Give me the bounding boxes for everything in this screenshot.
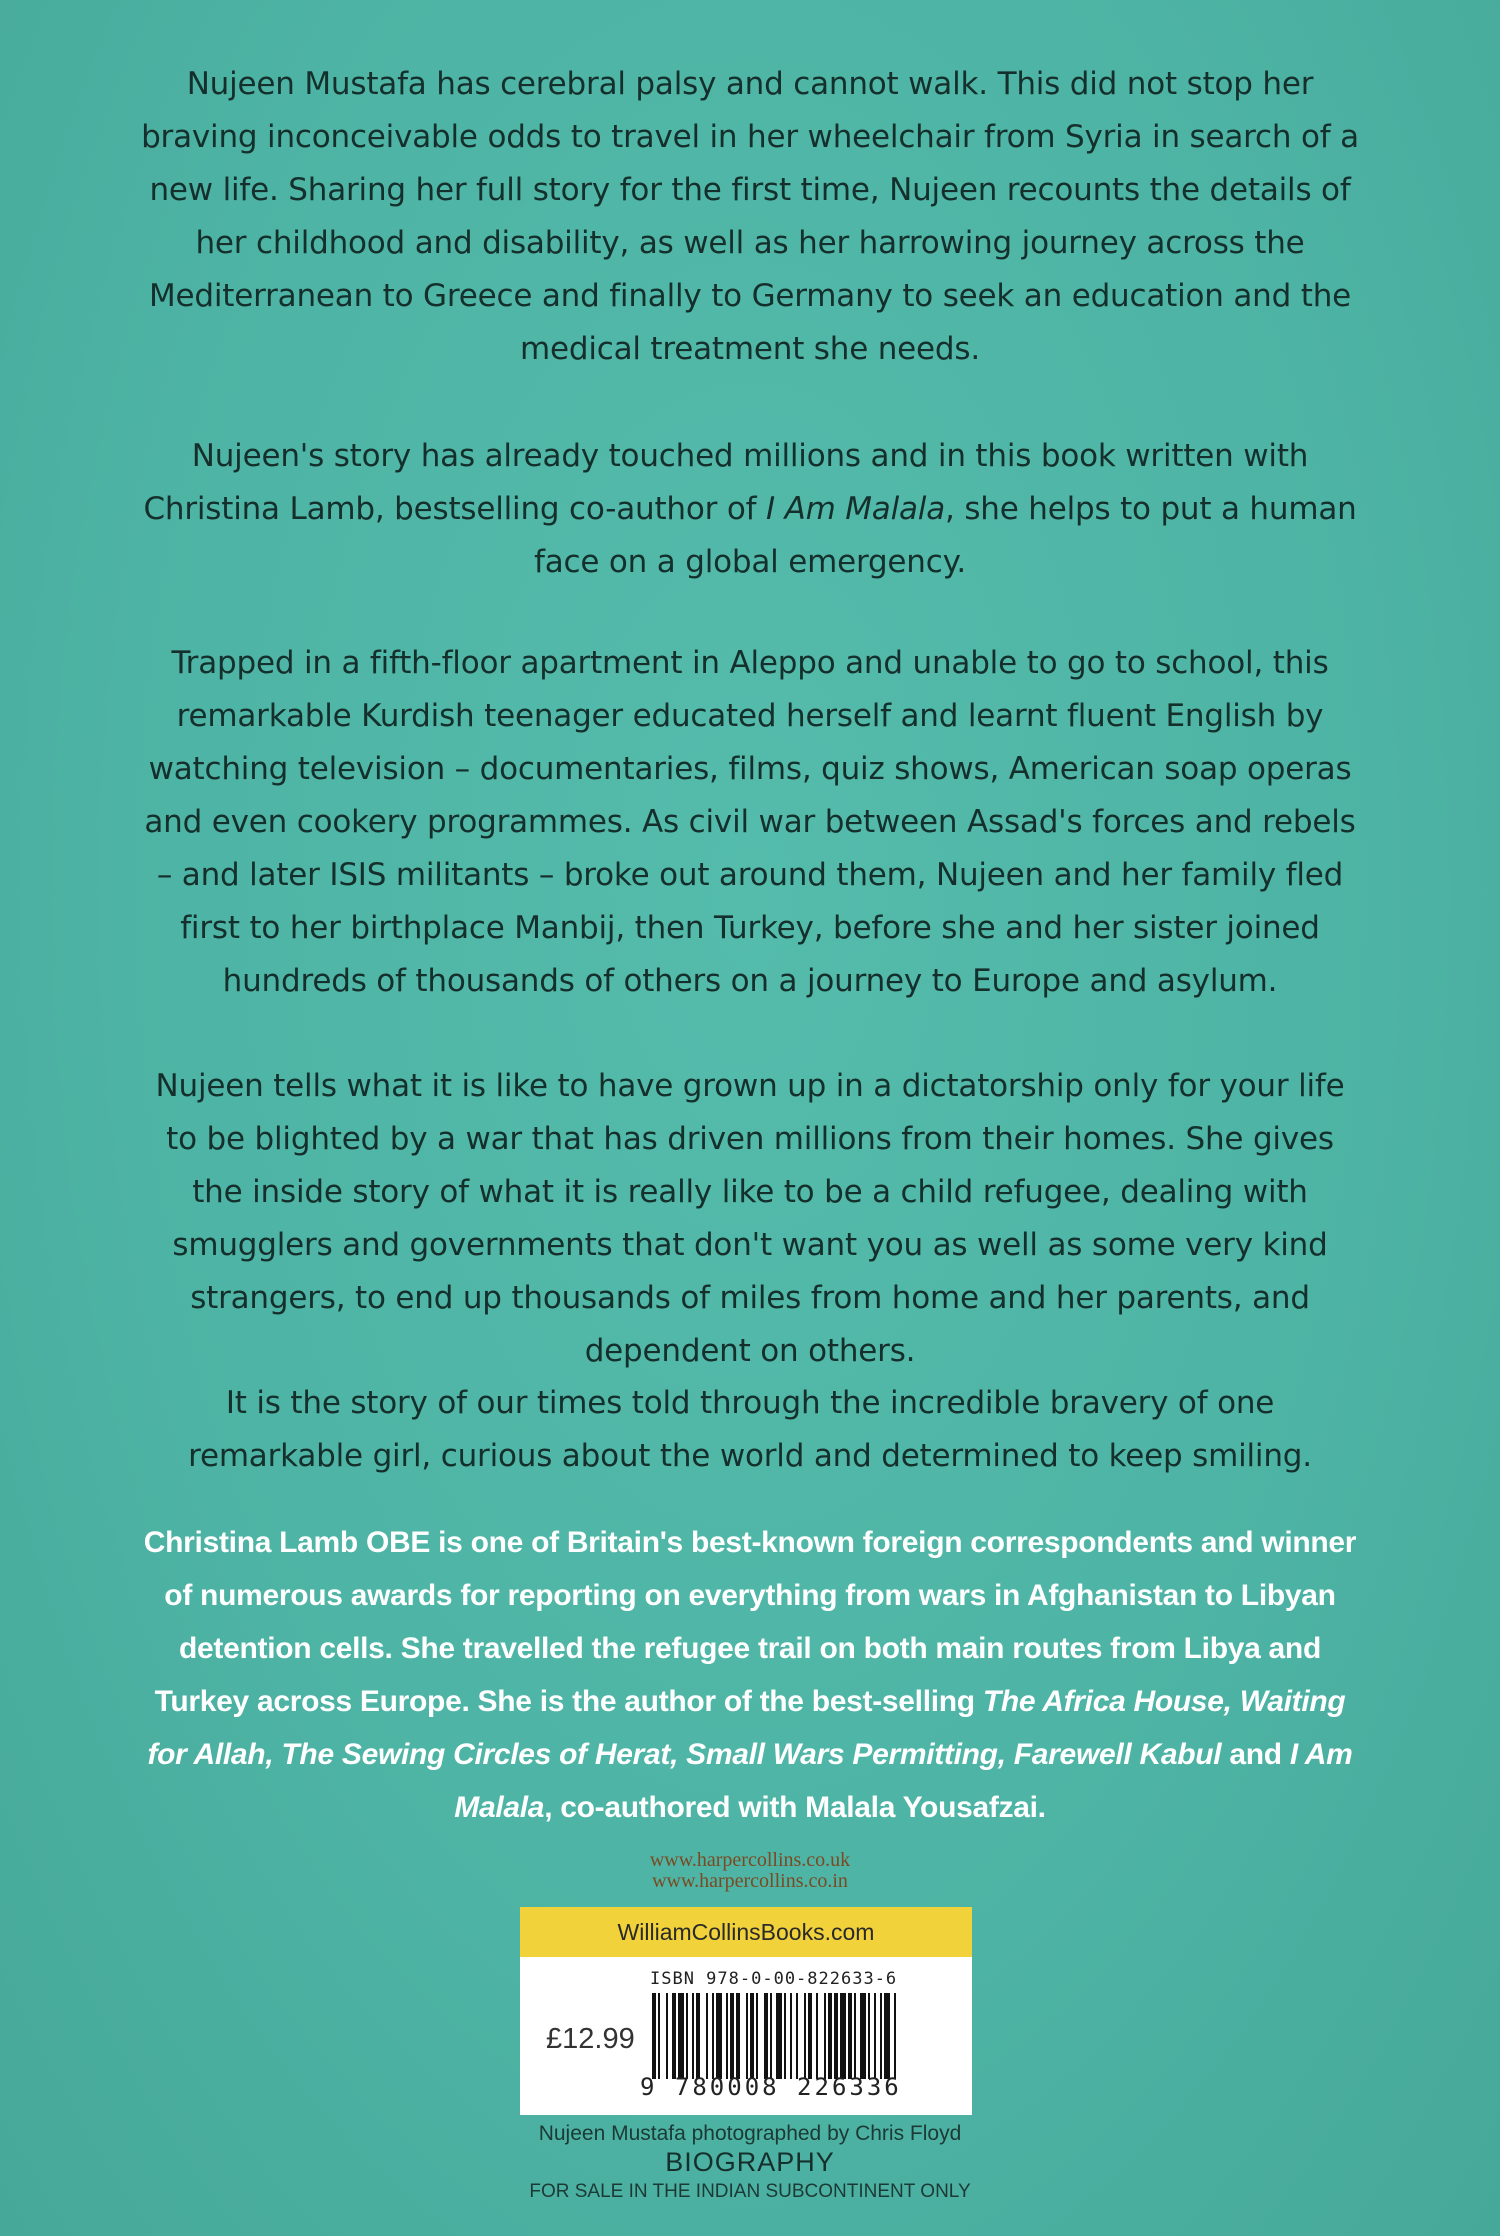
author-bio-tail: , co-authored with Malala Yousafzai. — [544, 1791, 1046, 1824]
barcode-stripe — [686, 1993, 688, 2079]
isbn-label: ISBN 978-0-00-822633-6 — [650, 1969, 898, 1989]
barcode-stripe — [804, 1993, 806, 2079]
barcode-stripe — [854, 1993, 856, 2079]
barcode-stripe — [716, 1993, 722, 2079]
blurb-paragraph-4: Nujeen tells what it is like to have grown up in a dictatorship only for your life to be blighted by a war that has driven millions from their homes. She gives the inside story of what it is really like to be a child refugee, dealing with smugglers and governments that don't want you as well as some very kind strangers, to end up thousands of miles from home and her parents, and dependent on others. — [155, 1068, 1345, 1369]
author-book-list: The Africa House, Waiting for Allah, The Sewing Circles of Herat, Small Wars Permitting, Farewell Kabul — [147, 1685, 1346, 1771]
barcode-stripe — [764, 1993, 768, 2079]
barcode-stripe — [848, 1993, 852, 2079]
barcode-stripe — [874, 1993, 876, 2079]
barcode-panel — [520, 1907, 972, 2115]
website-strip[interactable]: WilliamCollinsBooks.com — [520, 1907, 972, 1957]
barcode-stripe — [770, 1993, 772, 2079]
barcode-stripe — [796, 1993, 798, 2079]
barcode-stripe — [712, 1993, 714, 2079]
barcode-stripe — [730, 1993, 734, 2079]
author-bio-and: and — [1221, 1738, 1290, 1771]
barcode-stripe — [784, 1993, 786, 2079]
barcode-stripe — [808, 1993, 812, 2079]
barcode-stripe — [750, 1993, 754, 2079]
author-book-i-am-malala: I Am Malala — [454, 1738, 1353, 1824]
barcode-stripe — [746, 1993, 748, 2079]
author-bio — [140, 1516, 1360, 1834]
barcode-stripe — [658, 1993, 660, 2079]
barcode-stripe — [692, 1993, 694, 2079]
barcode-stripe — [840, 1993, 846, 2079]
barcode-stripe — [776, 1993, 782, 2079]
blurb-paragraph-5: It is the story of our times told through the incredible bravery of one remarkable girl, curious about the world and determined to keep smiling. — [188, 1385, 1312, 1474]
barcode-stripe — [696, 1993, 700, 2079]
barcode-stripe — [666, 1993, 668, 2079]
barcode-stripe — [834, 1993, 838, 2079]
price-label: £12.99 — [546, 2023, 635, 2055]
barcode-stripe — [824, 1993, 826, 2079]
barcode-bars — [650, 1993, 960, 2079]
barcode-stripe — [816, 1993, 818, 2079]
barcode-stripe — [736, 1993, 740, 2079]
barcode-stripe — [828, 1993, 832, 2079]
barcode-stripe — [678, 1993, 684, 2079]
barcode-stripe — [894, 1993, 896, 2079]
barcode-stripe — [726, 1993, 728, 2079]
barcode-stripe — [756, 1993, 758, 2079]
barcode-stripe — [884, 1993, 890, 2079]
blurb-paragraph-3: Trapped in a fifth-floor apartment in Aleppo and unable to go to school, this remarkable Kurdish teenager educated herself and learnt fluent English by watching television – documentaries, films, quiz shows, American soap operas and even cookery programmes. As civil war between Assad's forces and rebels – and later ISIS militants – broke out around them, Nujeen and her family fled first to her birthplace Manbij, then Turkey, before she and her sister joined hundreds of thousands of others on a journey to Europe and asylum. — [144, 645, 1356, 999]
barcode-stripe — [880, 1993, 882, 2079]
barcode-stripe — [706, 1993, 708, 2079]
url-uk[interactable]: www.harpercollins.co.uk — [649, 1849, 851, 1871]
barcode-stripe — [868, 1993, 870, 2079]
barcode-stripe — [790, 1993, 792, 2079]
barcode-stripe — [672, 1993, 676, 2079]
blurb-paragraph-2 — [140, 430, 1360, 589]
barcode-number: 9 780008 226336 — [640, 2073, 902, 2101]
book-title-i-am-malala: I Am Malala — [765, 491, 946, 527]
sale-notice: FOR SALE IN THE INDIAN SUBCONTINENT ONLY — [529, 2181, 971, 2202]
url-in[interactable]: www.harpercollins.co.in — [652, 1870, 848, 1892]
publisher-urls — [520, 1850, 980, 1892]
author-bio-text: Christina Lamb OBE is one of Britain's best-known foreign correspondents and winner of numerous awards for reporting on everything from wars in Afghanistan to Libyan detention cells. She travelled the refugee trail on both main routes from Libya and Turkey across Europe. She is the author of the best-selling — [143, 1526, 1357, 1718]
barcode-stripe — [860, 1993, 866, 2079]
blurb-p2-text: Nujeen's story has already touched millions and in this book written with Christina Lamb, bestselling co-author of — [143, 438, 1309, 527]
photo-credit: Nujeen Mustafa photographed by Chris Floyd — [538, 2122, 962, 2145]
genre-label: BIOGRAPHY — [665, 2147, 835, 2177]
barcode-stripe — [652, 1993, 656, 2079]
blurb-paragraph-1: Nujeen Mustafa has cerebral palsy and cannot walk. This did not stop her braving inconceivable odds to travel in her wheelchair from Syria in search of a new life. Sharing her full story for the first time, Nujeen recounts the details of her childhood and disability, as well as her harrowing journey across the Mediterranean to Greece and finally to Germany to seek an education and the medical treatment she needs. — [141, 66, 1359, 367]
blurb-p2-text-end: , she helps to put a human face on a global emergency. — [534, 491, 1357, 580]
